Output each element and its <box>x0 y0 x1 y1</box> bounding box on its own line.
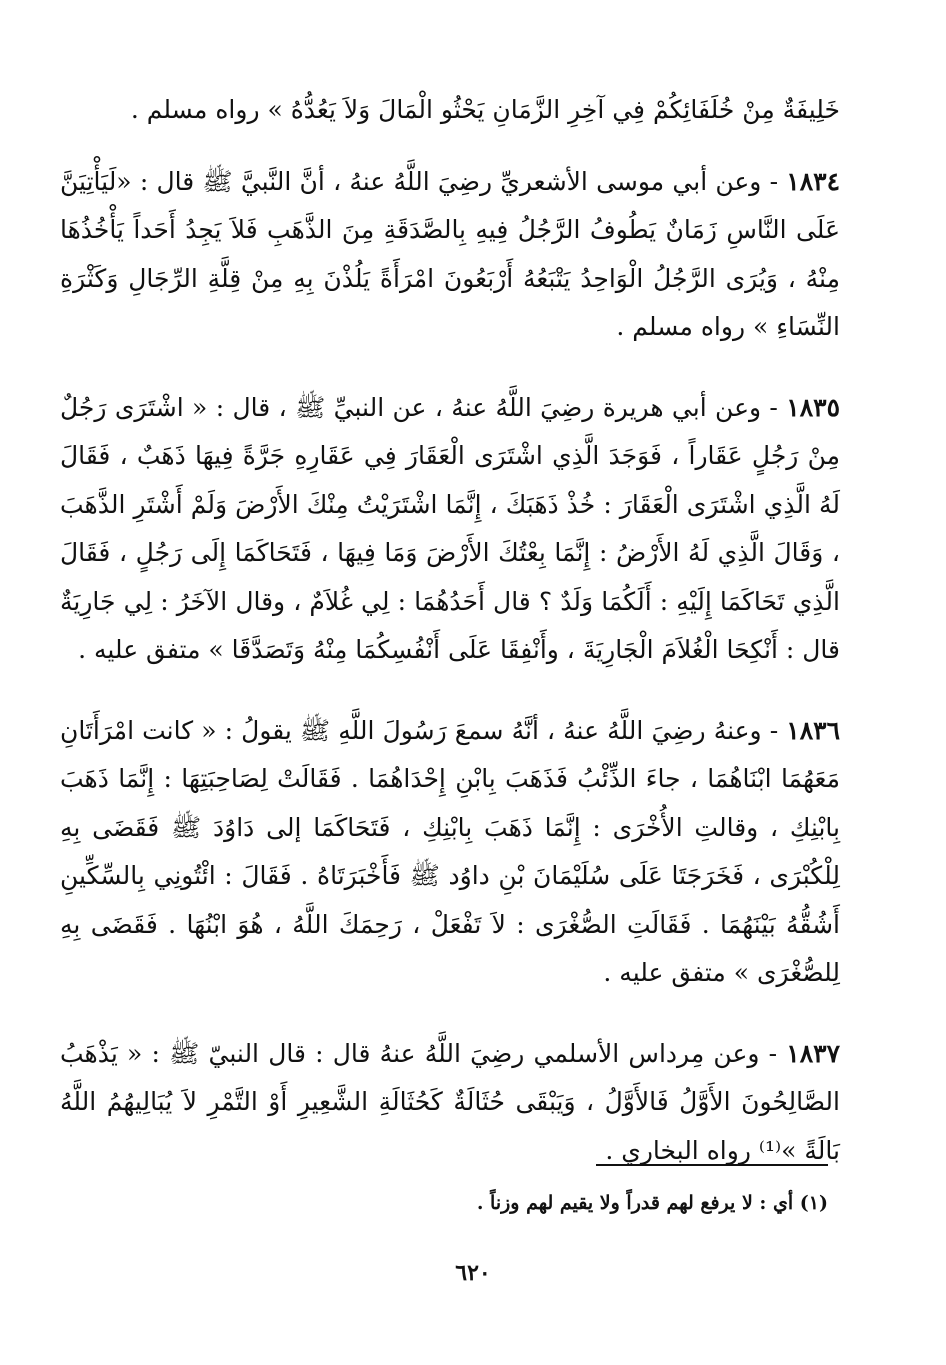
hadith-text: - وعن مِرداس الأسلمي رضِيَ اللَّهُ عنهُ قال : قال النبيّ ﷺ : « يَذْهَبُ الصَّالِحُونَ الأَوَّلُ فَالأَوَّلُ ، وَيَبْقَى حُثَالَةٌ كَحُثَالَةِ الشَّعِيرِ أَوْ التَّمْرِ لاَ يُبَالِيهُمُ اللَّهُ بَالَةً »⁽¹⁾ رواه البخاري . <box>60 1038 840 1165</box>
intro-paragraph: خَلِيفَةٌ مِنْ خُلَفَائِكُمْ فِي آخِرِ الزَّمَانِ يَحْثُو الْمَالَ وَلاَ يَعُدُّهُ » رواه مسلم . <box>130 95 840 124</box>
hadith-text: - وعن أبي هريرة رضِيَ اللَّهُ عنهُ ، عن النبيِّ ﷺ ، قال : « اشْتَرَى رَجُلٌ مِنْ رَجُلٍ عَقَاراً ، فَوَجَدَ الَّذِي اشْتَرَى الْعَقَارَ فِي عَقَارِهِ جَرَّةً فِيهَا ذَهَبٌ ، فَقَالَ لَهُ الَّذِي اشْتَرَى الْعَقَارَ : خُذْ ذَهَبَكَ ، إِنَّمَا اشْتَرَيْتُ مِنْكَ الأَرْضَ وَلَمْ أَشْتَرِ الذَّهَبَ ، وَقَالَ الَّذِي لَهُ الأَرْضُ : إِنَّمَا بِعْتُكَ الأَرْضَ وَمَا فِيهَا ، فَتَحَاكَمَا إِلَى رَجُلٍ ، فَقَالَ الَّذِي تَحَاكَمَا إِلَيْهِ : أَلَكُمَا وَلَدٌ ؟ قال أَحَدُهُمَا : لِي غُلاَمٌ ، وقال الآخَرُ : لِي جَارِيَةٌ قال : أَنْكِحَا الْغُلاَمَ الْجَارِيَةَ ، وأَنْفِقَا عَلَى أَنْفُسِكُمَا مِنْهُ وَتَصَدَّقَا » متفق عليه . <box>60 392 840 664</box>
footnote-divider <box>596 1164 828 1166</box>
hadith-number: ١٨٣٦ <box>786 715 840 745</box>
hadith-paragraph <box>60 707 840 998</box>
hadith-paragraph <box>60 384 840 675</box>
hadith-text: - وعن أبي موسى الأشعريِّ رضِيَ اللَّهُ عنهُ ، أنَّ النَّبيَّ ﷺ قال : «لَيَأْتِيَنَّ عَلَى النَّاسِ زَمَانٌ يَطُوفُ الرَّجُلُ فِيهِ بِالصَّدَقَةِ مِنَ الذَّهَبِ فَلاَ يَجِدُ أَحَداً يَأْخُذُهَا مِنْهُ ، وَيُرَى الرَّجُلُ الْوَاحِدُ يَتْبَعُهُ أَرْبَعُونَ امْرَأَةً يَلُذْنَ بِهِ مِنْ قِلَّةِ الرِّجَالِ وَكَثْرَةِ النِّسَاءِ » رواه مسلم . <box>60 166 840 341</box>
footnote: (١) أي : لا يرفع لهم قدراً ولا يقيم لهم وزناً . <box>476 1192 828 1214</box>
hadith-number: ١٨٣٥ <box>786 392 840 422</box>
hadith-number: ١٨٣٧ <box>786 1038 840 1068</box>
hadith-text: - وعنهُ رضِيَ اللَّهُ عنهُ ، أنَّهُ سمعَ رَسُولَ اللَّهِ ﷺ يقولُ : « كانت امْرَأَتَانِ مَعَهُمَا ابْنَاهُمَا ، جاءَ الذِّئْبُ فَذَهَبَ بِابْنِ إِحْدَاهُمَا . فَقَالَتْ لِصَاحِبَتِهَا : إِنَّمَا ذَهَبَ بِابْنِكِ ، وقالتِ الأُخْرَى : إِنَّمَا ذَهَبَ بِابْنِكِ ، فَتَحَاكَمَا إلى دَاوُدَ ﷺ فَقَضَى بِهِ لِلْكُبْرَى ، فَخَرَجَتَا عَلَى سُلَيْمَانَ بْنِ داوُد ﷺ فَأَخْبَرَتَاهُ . فَقَالَ : ائْتُونِي بِالسِّكِّينِ أَشُقُّهُ بَيْنَهُمَا . فَقَالَتِ الصُّغْرَى : لاَ تَفْعَلْ ، رَحِمَكَ اللَّهُ ، هُوَ ابْنُهَا . فَقَضَى بِهِ لِلصُّغْرَى » متفق عليه . <box>60 715 840 987</box>
page-body <box>60 86 840 1175</box>
hadith-number: ١٨٣٤ <box>786 166 840 196</box>
page-number: ٦٢٠ <box>455 1260 491 1286</box>
hadith-paragraph <box>60 158 840 352</box>
hadith-paragraph <box>60 1030 840 1176</box>
